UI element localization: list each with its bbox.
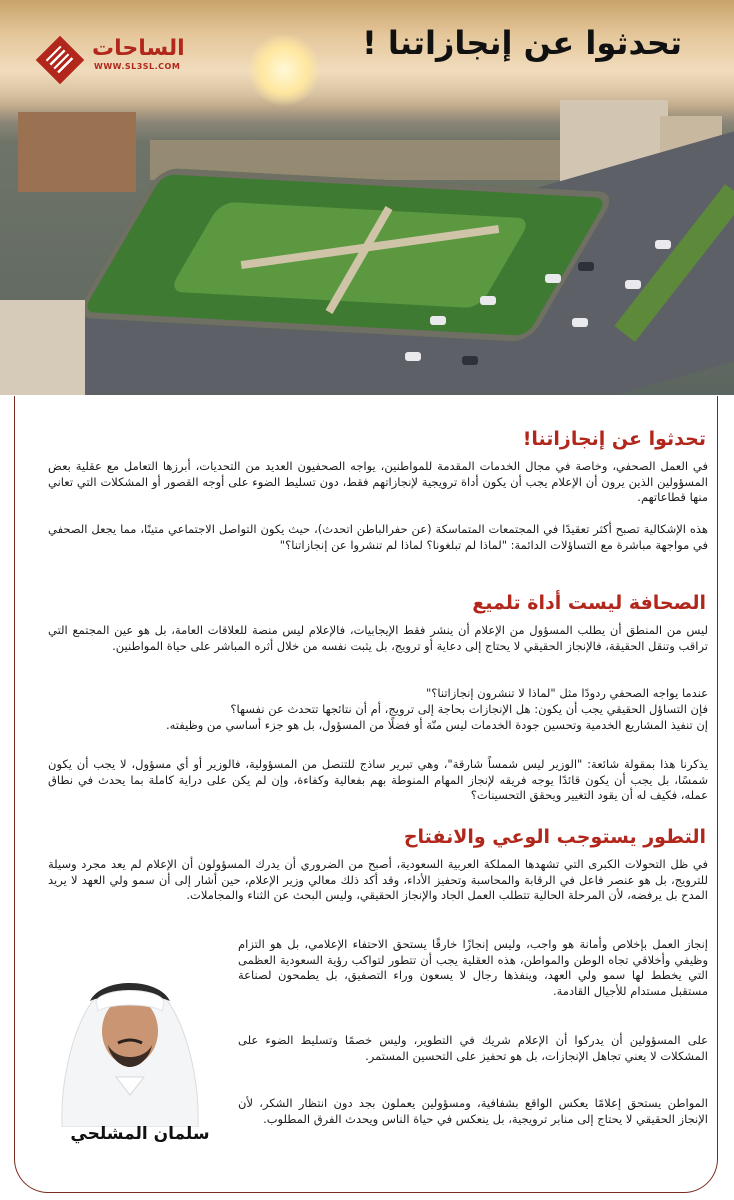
building-bottom-left xyxy=(0,300,85,395)
paragraph: إن تنفيذ المشاريع الخدمية وتحسين جودة الخدمات ليس منّة أو فضلًا من المسؤول، بل هو جزء أساسي من وظيفته. xyxy=(165,718,708,732)
car xyxy=(578,262,594,271)
park-lawn xyxy=(168,202,531,309)
sun xyxy=(248,34,320,106)
building-left xyxy=(18,112,136,192)
logo-url: WWW.SL3SL.COM xyxy=(94,62,181,71)
car xyxy=(462,356,478,365)
logo-icon xyxy=(36,36,85,85)
car xyxy=(430,316,446,325)
car xyxy=(480,296,496,305)
paragraph: هذه الإشكالية تصبح أكثر تعقيدًا في المجتمعات المتماسكة (عن حفرالباطن اتحدث)، حيث يكون التواصل الاجتماعي متينًا، مما يجعل الصحفي في مواجهة مباشرة مع التساؤلات الدائمة: "لماذا لم تبلغونا؟ لماذا لم تنشروا عن إنجازاتنا؟" xyxy=(48,522,708,552)
car xyxy=(545,274,561,283)
paragraph: عندما يواجه الصحفي ردودًا مثل "لماذا لا تنشرون إنجازاتنا؟" xyxy=(425,686,708,700)
paragraph: ليس من المنطق أن يطلب المسؤول من الإعلام أن ينشر فقط الإيجابيات، فالإعلام ليس منصة للعلاقات العامة، بل هو عين المجتمع التي تراقب وتنقل الحقيقة، فالإنجاز الحقيقي لا يحتاج إلى دعاية أو ترويج، بل يثبت نفسه من خلال أثره المباشر على حياة المواطنين. xyxy=(48,623,708,653)
page-title: تحدثوا عن إنجازاتنا ! xyxy=(362,24,682,62)
paragraph: المواطن يستحق إعلامًا يعكس الواقع بشفافية، ومسؤولين يعملون بجد دون انتظار الشكر، لأن الإنجاز الحقيقي لا يحتاج إلى منابر ترويجية، بل ينعكس في حياة الناس ويحدث الفرق المطلوب. xyxy=(238,1096,708,1126)
section-heading: التطور يستوجب الوعي والانفتاح xyxy=(403,826,706,848)
section-heading: الصحافة ليست أداة تلميع xyxy=(472,592,706,614)
paragraph: في ظل التحولات الكبرى التي تشهدها المملكة العربية السعودية، أصبح من الضروري أن يدرك المسؤولون أن الإعلام لم يعد مجرد وسيلة للترويج، بل هو عنصر فاعل في الرقابة والمحاسبة وتحفيز الأداء، وقد أكد ذلك معالي وزير الإعلام، حين أشار إلى أن سمو ولي العهد لا يريد المدح بل يرفضه، لأن المرحلة الحالية تتطلب العمل الجاد والإنجاز الحقيقي، وليس البحث عن الثناء والمجاملات. xyxy=(48,857,708,902)
author-photo xyxy=(46,957,214,1127)
section-heading: تحدثوا عن إنجازاتنا! xyxy=(522,428,706,450)
paragraph: يذكرنا هذا بمقولة شائعة: "الوزير ليس شمساً شارقة"، وهي تبرير ساذج للتنصل من المسؤولية، فالوزير أو أي مسؤول، لا يجب أن يكون شمسًا، بل يجب أن يكون قائدًا يوجه فريقه لإنجاز المهام المنوطة بهم بفعالية وكفاءة، وإن لم يكن على دراية كاملة بما يحدث في نطاق عمله، فكيف له أن يقود التغيير ويحقق التحسينات؟ xyxy=(48,757,708,802)
car xyxy=(572,318,588,327)
paragraph: في العمل الصحفي، وخاصة في مجال الخدمات المقدمة للمواطنين، يواجه الصحفيون العديد من التحديات، أبرزها التعامل مع عقلية بعض المسؤولين الذين يرون أن الإعلام يجب أن يكون أداة ترويجية لإنجازاتهم فقط، دون تسليط الضوء على أوجه القصور أو المشكلات التي تعاني منها قطاعاتهم. xyxy=(48,459,708,504)
car xyxy=(655,240,671,249)
logo-name: الساحات xyxy=(92,36,185,61)
paragraph: فإن التساؤل الحقيقي يجب أن يكون: هل الإنجازات بحاجة إلى ترويج، أم أن نتائجها تتحدث عن نفسها؟ xyxy=(230,702,708,716)
paragraph: على المسؤولين أن يدركوا أن الإعلام شريك في التطوير، وليس خصمًا وتسليط الضوء على المشكلات لا يعني تجاهل الإنجازات، بل هو تحفيز على التحسين المستمر. xyxy=(238,1033,708,1063)
car xyxy=(625,280,641,289)
author-name: سلمان المشلحي xyxy=(70,1124,210,1144)
header-photo xyxy=(0,0,734,395)
car xyxy=(405,352,421,361)
paragraph: إنجاز العمل بإخلاص وأمانة هو واجب، وليس إنجازًا خارقًا يستحق الاحتفاء الإعلامي، بل هو التزام وظيفي وأخلاقي تجاه الوطن والمواطن، هذه العقلية يجب أن تتطور لتواكب رؤية السعودية العظمى التي يخطط لها سمو ولي العهد، وينفذها رجال لا يسعون وراء التصفيق، بل يطمحون لصناعة مستقبل مستدام للأجيال القادمة. xyxy=(238,937,708,998)
